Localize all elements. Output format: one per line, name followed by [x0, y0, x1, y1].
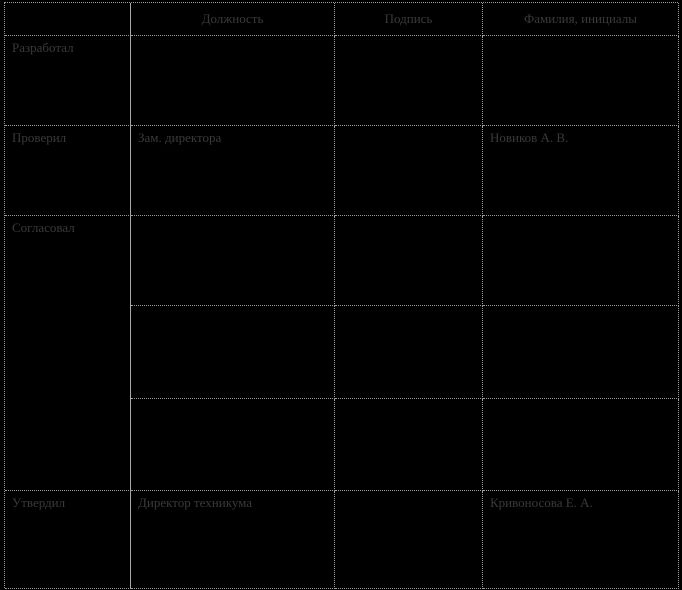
name-cell-developed: [483, 36, 679, 126]
name-cell-approved: Кривоносова Е. А.: [483, 491, 679, 589]
role-cell-checked: Проверил: [5, 126, 131, 216]
position-cell-developed: [131, 36, 335, 126]
approval-table: [4, 2, 678, 588]
header-position: Должность: [131, 3, 335, 36]
position-cell-approved: Директор техникума: [131, 491, 335, 589]
name-cell-checked: Новиков А. В.: [483, 126, 679, 216]
signature-cell-approved: [335, 491, 483, 589]
role-cell-approved: Утвердил: [5, 491, 131, 589]
signature-cell-agreed-2: [335, 306, 483, 399]
name-cell-agreed-1: [483, 216, 679, 306]
header-name: Фамилия, инициалы: [483, 3, 679, 36]
role-cell-agreed: Согласовал: [5, 216, 131, 491]
position-cell-agreed-3: [131, 399, 335, 491]
signature-cell-developed: [335, 36, 483, 126]
position-cell-checked: Зам. директора: [131, 126, 335, 216]
signature-cell-checked: [335, 126, 483, 216]
name-cell-agreed-3: [483, 399, 679, 491]
header-role-cell: [5, 3, 131, 36]
role-cell-developed: Разработал: [5, 36, 131, 126]
signature-cell-agreed-3: [335, 399, 483, 491]
position-cell-agreed-1: [131, 216, 335, 306]
name-cell-agreed-2: [483, 306, 679, 399]
position-cell-agreed-2: [131, 306, 335, 399]
header-signature: Подпись: [335, 3, 483, 36]
signature-cell-agreed-1: [335, 216, 483, 306]
